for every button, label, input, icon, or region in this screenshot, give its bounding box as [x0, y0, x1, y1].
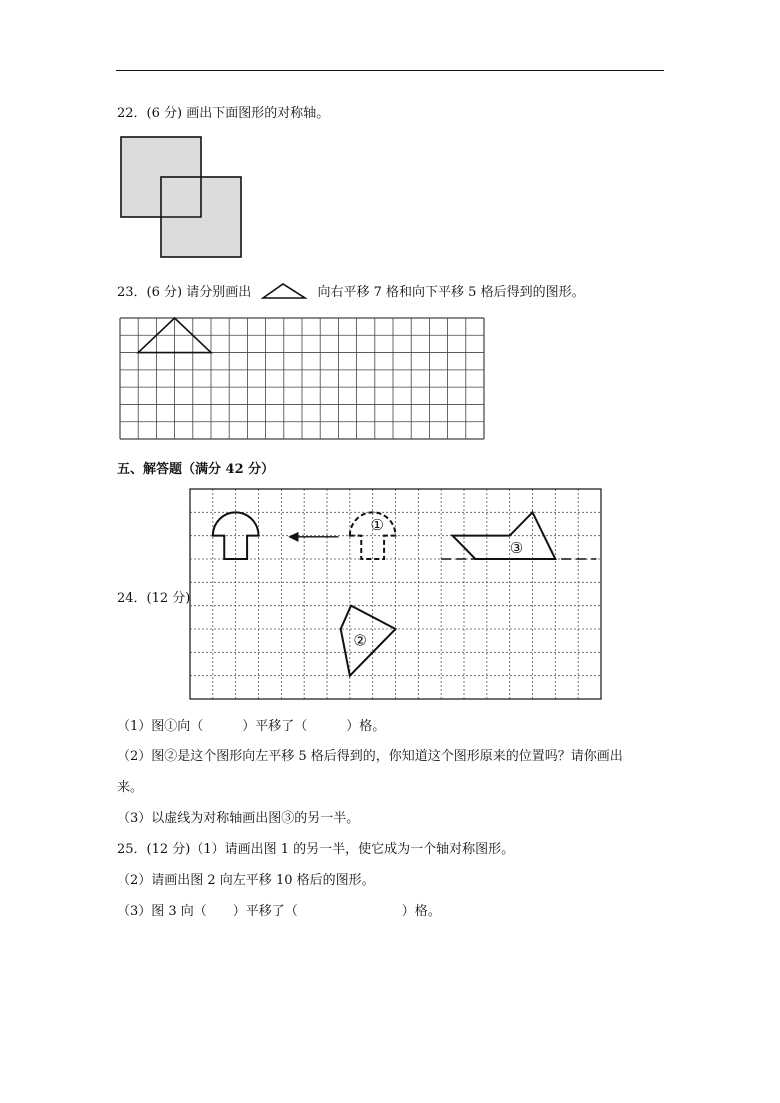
question-25-sub-3: （3）图 3 向（ ）平移了（ ）格。	[117, 904, 441, 919]
question-25-line-1: 25．(12 分)（1）请画出图 1 的另一半，使它成为一个轴对称图形。	[117, 842, 515, 857]
question-25-sub-2: （2）请画出图 2 向左平移 10 格后的图形。	[117, 873, 375, 888]
question-24-sub-2-line-2: 来。	[117, 780, 144, 795]
figure-2-label: ②	[353, 631, 367, 650]
question-23-text-before: 23．(6 分) 请分别画出	[117, 285, 252, 300]
figure-2-shape	[341, 606, 396, 676]
question-24-sub-3: （3）以虚线为对称轴画出图③的另一半。	[117, 811, 360, 826]
question-24-label: 24．(12 分)	[117, 591, 191, 606]
section-5-heading: 五、解答题（满分 42 分）	[117, 462, 275, 477]
figure-3-label: ③	[509, 539, 524, 558]
header-rule	[116, 70, 664, 71]
question-22-text: 22．(6 分) 画出下面图形的对称轴。	[117, 106, 330, 121]
grid-24[interactable]	[189, 488, 602, 700]
grid-23[interactable]	[119, 317, 485, 440]
question-23-text	[117, 281, 585, 300]
question-23-text-after: 向右平移 7 格和向下平移 5 格后得到的图形。	[317, 285, 585, 300]
overlapping-squares-figure	[119, 135, 245, 259]
translation-arrow-head	[288, 532, 298, 542]
figure-1-label: ①	[370, 515, 384, 534]
question-24-sub-1: （1）图①向（ ）平移了（ ）格。	[117, 719, 386, 734]
question-24-sub-2-line-1: （2）图②是这个图形向左平移 5 格后得到的，你知道这个图形原来的位置吗？请你画出	[117, 749, 623, 764]
triangle-inline-icon	[261, 282, 307, 300]
